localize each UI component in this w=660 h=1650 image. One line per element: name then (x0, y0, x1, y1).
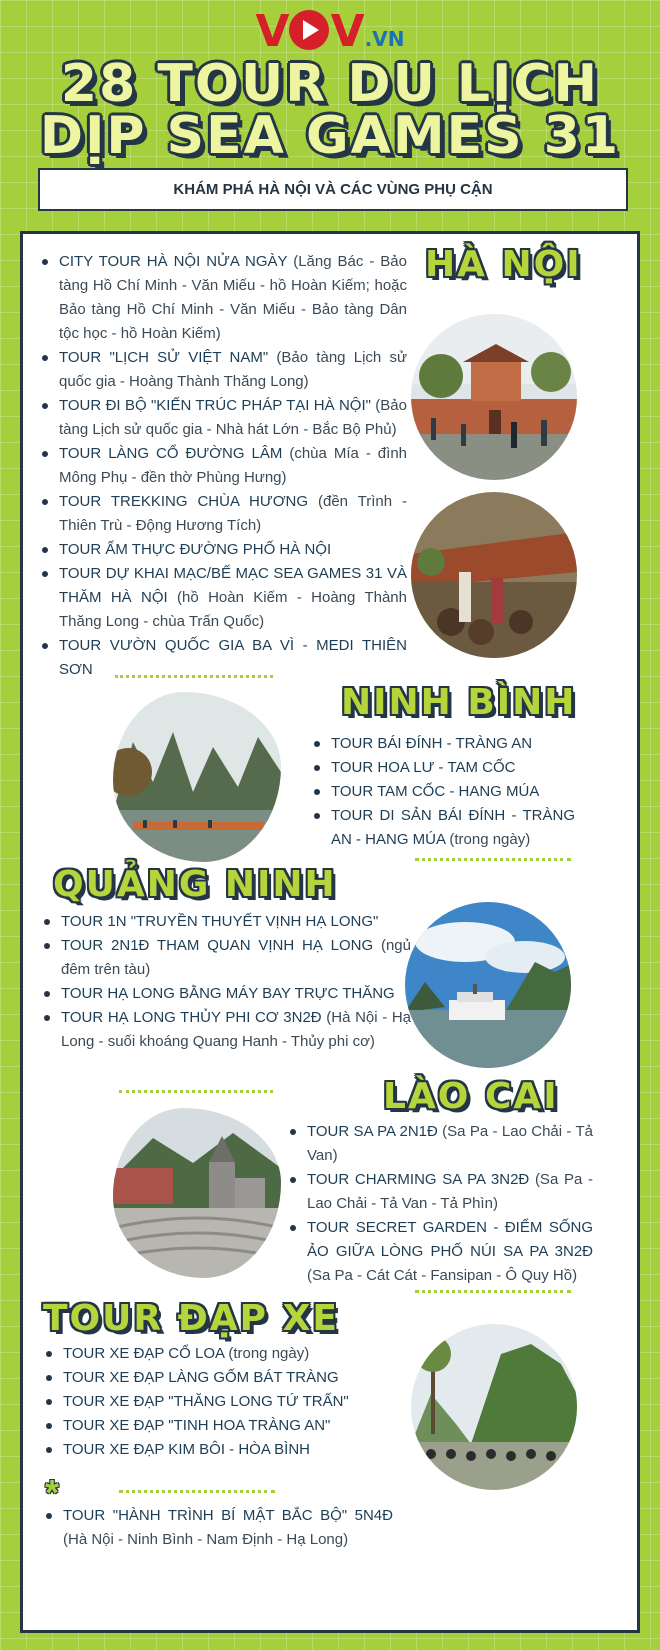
tour-item (39, 250, 407, 346)
tour-item (39, 538, 407, 562)
tour-list-extra (43, 1504, 393, 1552)
tour-item (287, 1168, 593, 1216)
tour-detail: (Lăng Bác - Bảo tàng Hồ Chí Minh - Văn Miếu - hồ Hoàn Kiếm; hoặc Bảo tàng Hồ Chí Minh - Văn Miếu - Bảo tàng Dân tộc học - hồ Hoàn Kiếm) (59, 253, 407, 342)
tour-detail: (Sa Pa - Lao Chải - Tả Van - Tả Phìn) (307, 1171, 593, 1212)
divider-dots (119, 1490, 275, 1493)
play-icon (289, 10, 329, 50)
photo-cycling-group (411, 1324, 577, 1490)
photo-trang-an (113, 692, 281, 862)
tour-detail: (ngủ đêm trên tàu) (61, 937, 411, 978)
tour-item (43, 1438, 393, 1462)
tour-name: TOUR SECRET GARDEN - ĐIỂM SỐNG ẢO GIỮA LÒNG PHỐ NÚI SA PA 3N2Đ (307, 1219, 593, 1260)
vov-logo[interactable] (0, 6, 660, 57)
tour-item (311, 756, 575, 780)
tour-detail: (Sa Pa - Lao Chải - Tả Van) (307, 1123, 593, 1164)
tour-name: TOUR XE ĐẠP LÀNG GỐM BÁT TRÀNG (63, 1369, 339, 1386)
tour-list-hanoi (39, 250, 407, 682)
tour-name: TOUR "LỊCH SỬ VIỆT NAM" (59, 349, 269, 366)
tour-item (39, 394, 407, 442)
tour-name: TOUR XE ĐẠP CỔ LOA (63, 1345, 225, 1362)
region-heading-hanoi: HÀ NỘI (425, 244, 582, 285)
tour-item (43, 1414, 393, 1438)
photo-duong-lam-village (411, 492, 577, 658)
tour-name: TOUR SA PA 2N1Đ (307, 1123, 438, 1140)
photo-ha-long-bay (405, 902, 571, 1068)
region-heading-quangninh: QUẢNG NINH (53, 864, 337, 905)
tour-item (311, 804, 575, 852)
tour-detail: (Bảo tàng Lịch sử quốc gia - Hoàng Thành Thăng Long) (59, 349, 408, 390)
tour-name: TOUR XE ĐẠP "THĂNG LONG TỨ TRẤN" (63, 1393, 349, 1410)
tour-name: TOUR 1N "TRUYỀN THUYẾT VỊNH HẠ LONG" (61, 913, 379, 930)
divider-dots (415, 1290, 571, 1293)
tour-item (43, 1366, 393, 1390)
tour-item (39, 442, 407, 490)
tour-detail: (Bảo tàng Lịch sử quốc gia - Nhà hát Lớn - Bắc Bộ Phủ) (59, 397, 407, 438)
tour-name: TOUR 2N1Đ THAM QUAN VỊNH HẠ LONG (61, 937, 374, 954)
tour-list-laocai (287, 1120, 593, 1288)
tour-detail: (chùa Mía - đình Mông Phụ - đền thờ Phùng Hưng) (59, 445, 408, 486)
logo-letter-v2: V (330, 6, 362, 57)
tour-item (41, 982, 411, 1006)
tour-name: TOUR BÁI ĐÍNH - TRÀNG AN (331, 735, 533, 752)
page-title-line2: DỊP SEA GAMES 31 (39, 106, 621, 166)
tour-item (39, 346, 407, 394)
tour-name: TOUR TREKKING CHÙA HƯƠNG (59, 493, 309, 510)
tour-name: TOUR HẠ LONG BẰNG MÁY BAY TRỰC THĂNG (61, 985, 395, 1002)
tour-name: TOUR LÀNG CỔ ĐƯỜNG LÂM (59, 445, 283, 462)
tour-name: TOUR HOA LƯ - TAM CỐC (331, 759, 516, 776)
logo-suffix: .VN (364, 27, 405, 51)
tour-name: TOUR DỰ KHAI MẠC/BẾ MẠC SEA GAMES 31 VÀ THĂM HÀ NỘI (59, 565, 407, 606)
tour-item (41, 1006, 411, 1054)
tour-item (39, 490, 407, 538)
tour-item (39, 562, 407, 634)
tour-name: CITY TOUR HÀ NỘI NỬA NGÀY (59, 253, 288, 270)
tour-detail: (Hà Nội - Hạ Long - suối khoáng Quang Hanh - Thủy phi cơ) (61, 1009, 411, 1050)
tour-item (311, 780, 575, 804)
tour-list-quangninh (41, 910, 411, 1054)
tour-name: TOUR ĐI BỘ "KIẾN TRÚC PHÁP TẠI HÀ NỘI" (59, 397, 371, 414)
page-title-line1: 28 TOUR DU LỊCH (60, 54, 600, 114)
tour-name: TOUR HẠ LONG THỦY PHI CƠ 3N2Đ (61, 1009, 322, 1026)
tour-detail: (Hà Nội - Ninh Bình - Nam Định - Hạ Long) (63, 1531, 349, 1548)
tour-name: TOUR VƯỜN QUỐC GIA BA VÌ - MEDI THIÊN SƠN (59, 637, 407, 678)
logo-letter-v1: V (255, 6, 287, 57)
tour-name: TOUR DI SẢN BÁI ĐÍNH - TRÀNG AN - HANG MÚA (331, 807, 575, 848)
tour-list-cycling (43, 1342, 393, 1462)
tour-name: TOUR CHARMING SA PA 3N2Đ (307, 1171, 530, 1188)
star-icon: * (45, 1472, 60, 1513)
tour-item (41, 934, 411, 982)
divider-dots (119, 1090, 273, 1093)
photo-sapa-church (113, 1108, 281, 1278)
tour-name: TOUR ẨM THỰC ĐƯỜNG PHỐ HÀ NỘI (59, 541, 332, 558)
tour-item (43, 1342, 393, 1366)
tour-item (311, 732, 575, 756)
tour-detail: (đền Trình - Thiên Trù - Động Hương Tích) (59, 493, 408, 534)
tour-detail: (trong ngày) (445, 831, 531, 848)
content-panel (20, 231, 640, 1633)
tour-item (41, 910, 411, 934)
tour-list-ninhbinh (311, 732, 575, 852)
region-heading-laocai: LÀO CAI (383, 1076, 559, 1117)
tour-item (287, 1120, 593, 1168)
tour-name: TOUR XE ĐẠP "TINH HOA TRÀNG AN" (63, 1417, 331, 1434)
tour-item (43, 1390, 393, 1414)
tour-name: TOUR TAM CỐC - HANG MÚA (331, 783, 540, 800)
tour-detail: (trong ngày) (224, 1345, 310, 1362)
region-heading-ninhbinh: NINH BÌNH (341, 682, 577, 723)
tour-name: TOUR XE ĐẠP KIM BÔI - HÒA BÌNH (63, 1441, 310, 1458)
region-heading-cycling: TOUR ĐẠP XE (43, 1298, 339, 1339)
tour-item (43, 1504, 393, 1552)
tour-detail: (Sa Pa - Cát Cát - Fansipan - Ô Quy Hồ) (307, 1267, 578, 1284)
tour-item (287, 1216, 593, 1288)
photo-imperial-citadel (411, 314, 577, 480)
tour-detail: (hồ Hoàn Kiếm - Hoàng Thành Thăng Long - chùa Trấn Quốc) (59, 589, 407, 630)
divider-dots (115, 675, 273, 678)
page-subtitle: KHÁM PHÁ HÀ NỘI VÀ CÁC VÙNG PHỤ CẬN (38, 168, 628, 211)
divider-dots (415, 858, 571, 861)
tour-name: TOUR "HÀNH TRÌNH BÍ MẬT BẮC BỘ" 5N4Đ (63, 1507, 393, 1524)
